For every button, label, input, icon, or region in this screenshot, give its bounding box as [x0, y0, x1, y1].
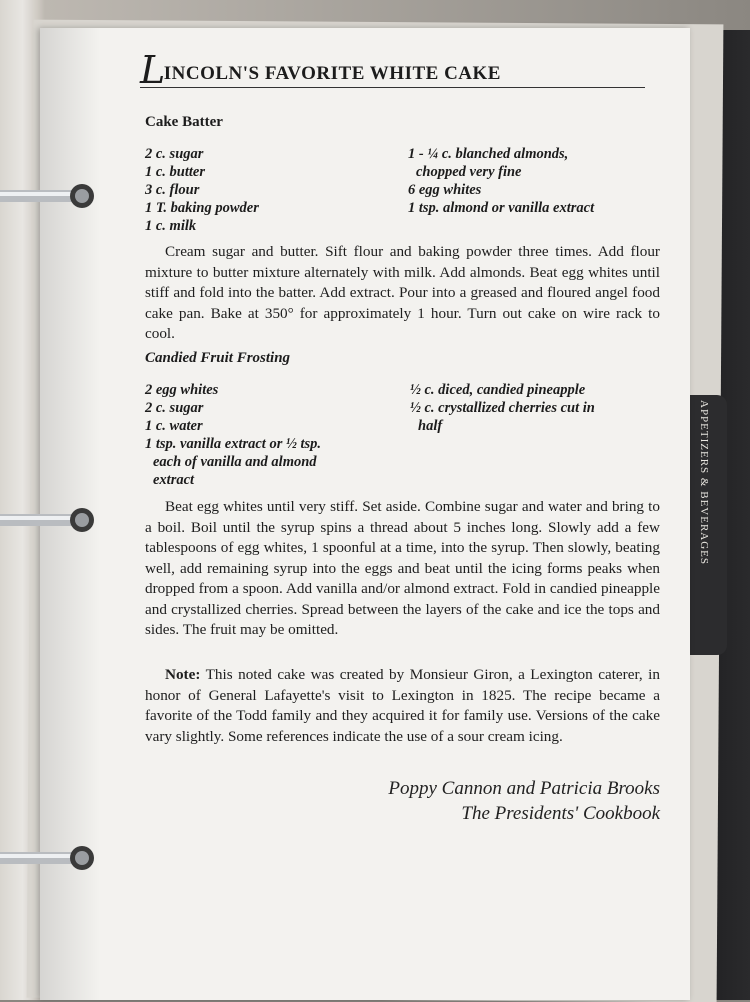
tab-label: APPETIZERS & BEVERAGES [698, 400, 710, 566]
ingredient-item: 1 c. milk [145, 218, 197, 234]
ingredient-item: ½ c. diced, candied pineapple [410, 382, 586, 398]
ingredient-item: ½ c. crystallized cherries cut in [410, 400, 595, 416]
ingredient-item: 1 T. baking powder [145, 200, 259, 216]
title-text: INCOLN'S FAVORITE WHITE CAKE [163, 63, 501, 84]
ingredient-item: 2 egg whites [145, 382, 219, 398]
note-label: Note: [165, 666, 201, 683]
ingredient-item: half [418, 418, 443, 434]
frosting-instructions: Beat egg whites until very stiff. Set aside. Combine sugar and water and bring to a boil. Boil until the syrup spins a thread about 5 inches long. Slowly add a few tablespoons of egg whites, 1 spoonful at a time, into the syrup. Then slowly, beating well, add remaining syrup into the eggs and beat until the icing forms peaks when dropped from a spoon. Add vanilla and/or almond extract. Fold in candied pineapple and crystallized cherries. Spread between the layers of the cake and ice the tops and sides. The fruit may be omitted. [145, 498, 660, 638]
batter-instructions: Cream sugar and butter. Sift flour and baking powder three times. Add flour mixture to butter mixture alternately with milk. Add almonds. Beat egg whites until stiff and fold into the batter. Add extract. Pour into a greased and floured angel food cake pan. Bake at 350° for approximately 1 hour. Turn out cake on wire rack to cool. [145, 243, 660, 342]
ingredient-item: 1 tsp. almond or vanilla extract [408, 200, 595, 216]
credit-book-title: The Presidents' Cookbook [461, 803, 660, 824]
ingredient-item: 6 egg whites [408, 182, 482, 198]
ingredient-item: 3 c. flour [145, 182, 200, 198]
ingredient-item: 1 c. water [145, 418, 203, 434]
frosting-heading: Candied Fruit Frosting [145, 350, 291, 366]
recipe-title [140, 48, 645, 92]
binder-ring-top [0, 178, 100, 218]
ingredient-item: 1 c. butter [145, 164, 206, 180]
ingredient-item: extract [153, 472, 195, 488]
credit-authors: Poppy Cannon and Patricia Brooks [388, 778, 660, 799]
binder-ring-middle [0, 502, 100, 542]
batter-ingredients-right [408, 145, 594, 217]
title-initial: L [140, 48, 166, 92]
ingredient-item: 2 c. sugar [145, 400, 204, 416]
binder-ring-bottom [0, 840, 100, 880]
batter-ingredients-left [145, 145, 259, 235]
recipe-note [145, 665, 660, 747]
ingredient-item: 1 - ¼ c. blanched almonds, [408, 146, 569, 162]
frosting-ingredients-right [410, 381, 595, 435]
batter-heading: Cake Batter [145, 114, 223, 130]
frosting-ingredients-left [145, 381, 321, 489]
ingredient-item: 1 tsp. vanilla extract or ½ tsp. [145, 436, 322, 452]
ingredient-item: 2 c. sugar [145, 146, 204, 162]
note-text: This noted cake was created by Monsieur Giron, a Lexington caterer, in honor of General Lafayette's visit to Lexington in 1825. The recipe became a favorite of the Todd family and they acquired it for family use. Versions of the cake vary slightly. Some references indicate the use of a sour cream icing. [145, 666, 660, 745]
ingredient-item: each of vanilla and almond [153, 454, 317, 470]
ingredient-item: chopped very fine [416, 164, 522, 180]
